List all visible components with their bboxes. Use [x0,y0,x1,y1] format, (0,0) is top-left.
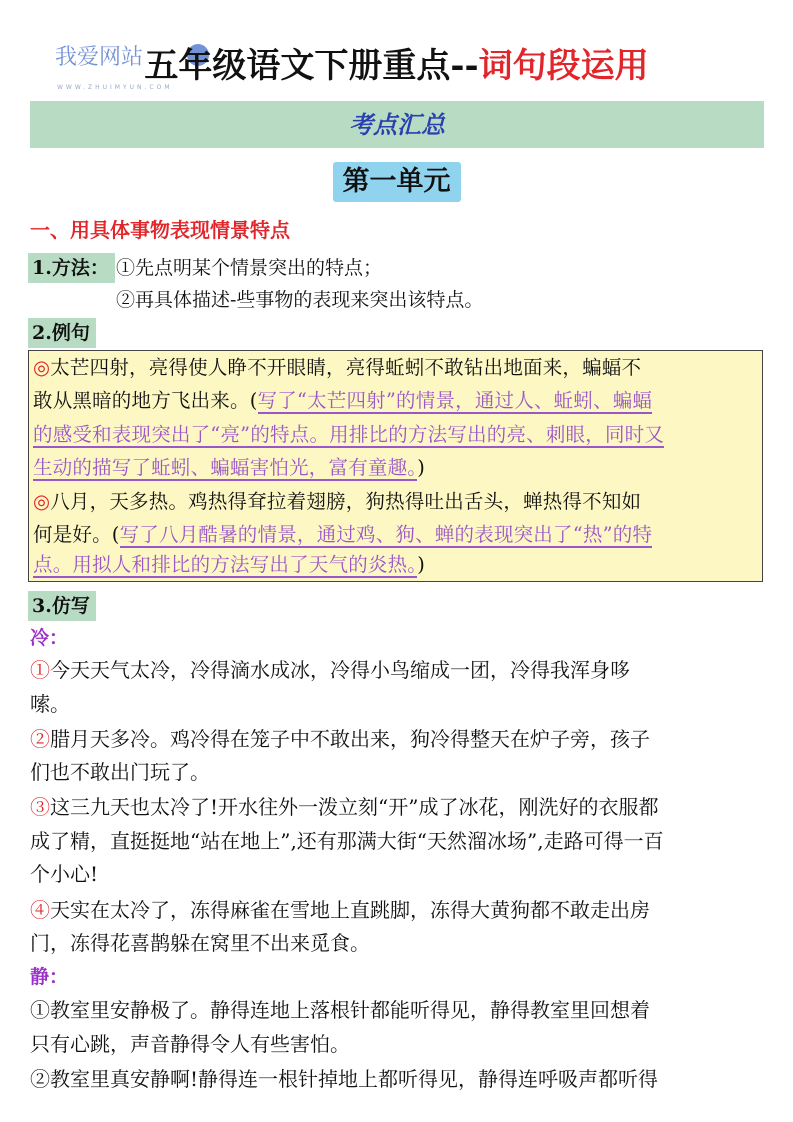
example-line: 生动的描写了蚯蚓、蝙蝠害怕光，富有童趣。) [33,456,426,479]
bullet-icon: ◎ [33,490,51,513]
section-heading: 一、用具体事物表现情景特点 [30,218,290,242]
bullet-icon: ◎ [33,356,51,379]
watermark-text: 我爱网站 [55,45,144,70]
paragraph-line: ①今天天气太冷，冷得滴水成冰，冷得小鸟缩成一团，冷得我浑身哆 [30,658,630,682]
section-banner: 考点汇总 [30,101,764,148]
title-accent: 词句段运用 [478,46,649,86]
example-note: 生动的描写了蚯蚓、蝙蝠害怕光，富有童趣。 [33,456,418,479]
example-line: 敢从黑暗的地方飞出来。(写了“太芒四射”的情景，通过人、蚯蚓、蝙蝠 [33,389,653,412]
example-label: 2.例句 [28,318,96,348]
paragraph-line: ①教室里安静极了。静得连地上落根针都能听得见，静得教室里回想着 [30,998,650,1022]
example-line: ◎八月，天多热。鸡热得耷拉着翅膀，狗热得吐出舌头，蝉热得不知如 [33,490,642,513]
paragraph-line: 门，冻得花喜鹊躲在窝里不出来觅食。 [30,931,370,955]
paragraph-line: ③这三九天也太冷了!开水往外一泼立刻“开”成了冰花，刚洗好的衣服都 [30,795,659,819]
paragraph-line: ②教室里真安静啊!静得连一根针掉地上都听得见，静得连呼吸声都听得 [30,1067,659,1091]
unit-heading: 第一单元 [333,162,461,202]
example-line: ◎太芒四射，亮得使人睁不开眼睛，亮得蚯蚓不敢钻出地面来，蝙蝠不 [33,356,642,379]
paragraph-line: ②腊月天多冷。鸡冷得在笼子中不敢出来，狗冷得整天在炉子旁，孩子 [30,727,650,751]
paragraph-line: 们也不敢出门玩了。 [30,760,210,784]
title-separator: -- [450,46,479,86]
method-step-1: ①先点明某个情景突出的特点； [116,257,383,279]
unit-heading-wrap [0,162,793,202]
example-note: 的感受和表现突出了“亮”的特点。用排比的方法写出的亮、刺眼，同时又 [33,423,665,446]
paragraph-line: 只有心跳，声音静得令人有些害怕。 [30,1032,350,1056]
example-line: 点。用拟人和排比的方法写出了天气的炎热。) [33,553,426,576]
example-note: 写了八月酷暑的情景，通过鸡、狗、蝉的表现突出了“热”的特 [119,523,653,546]
watermark-url: WWW.ZHUIMYUN.COM [57,84,173,91]
paragraph-line: 个小心! [30,862,99,886]
paragraph-line: 成了精，直挺挺地“站在地上”,还有那满大街“天然溜冰场”,走路可得一百 [30,829,664,853]
imitate-label: 3.仿写 [28,591,96,621]
example-line: 何是好。(写了八月酷暑的情景，通过鸡、狗、蝉的表现突出了“热”的特 [33,523,653,546]
paragraph-line: ④天实在太冷了，冻得麻雀在雪地上直跳脚，冻得大黄狗都不敢走出房 [30,898,650,922]
title-main: 五年级语文下册重点 [144,46,451,86]
method-label: 1.方法： [28,253,115,283]
cold-label: 冷： [30,627,69,649]
method-step-2: ②再具体描述-些事物的表现来突出该特点。 [116,289,484,311]
quiet-label: 静： [30,966,69,988]
example-line [33,420,664,450]
example-box [28,350,763,582]
page-title [0,44,793,88]
paragraph-line: 嗦。 [30,692,70,716]
example-note: 点。用拟人和排比的方法写出了天气的炎热。 [33,553,418,576]
example-note: 写了“太芒四射”的情景，通过人、蚯蚓、蝙蝠 [257,389,653,412]
